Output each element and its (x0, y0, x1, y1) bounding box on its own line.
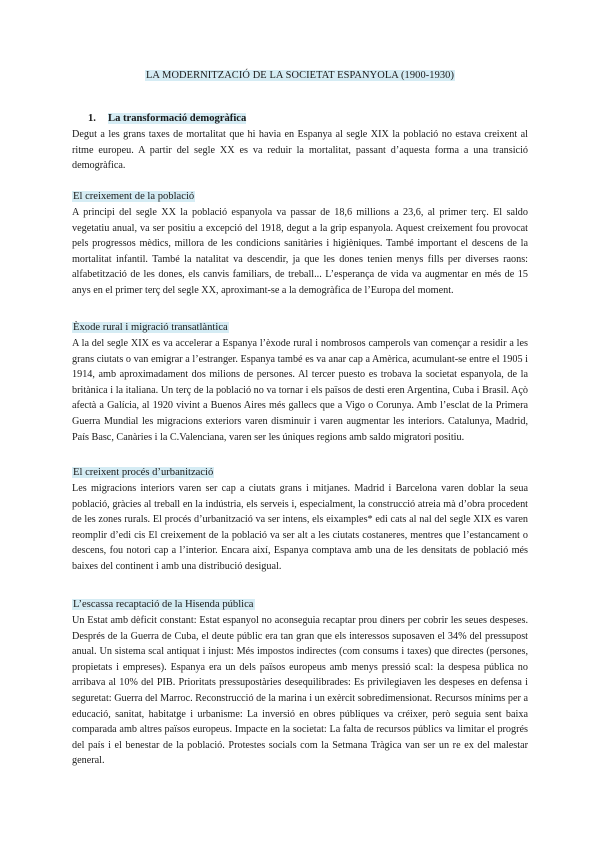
intro-paragraph: Degut a les grans taxes de mortalitat que hi havia en Espanya al segle XIX la població no estava creixent al ritme europeu. A partir del segle XX es va reduir la mortalitat, passant d’aquesta forma a una transició demogràfica. (72, 129, 528, 172)
subsection-heading (72, 190, 528, 204)
subsection-heading-text: El creixent procés d’urbanització (73, 467, 214, 478)
subsection-paragraph: Un Estat amb dèficit constant: Estat espanyol no aconseguia recaptar prou diners per cobrir les seues despeses. Després de la Guerra de Cuba, el deute públic era tan gran que els interessos suposaven el 34% del pressupost anual. Un sistema scal antiquat i injust: Més impostos indirectes (com consums i taxes) que directes (persones, propietats i empreses). Espanya era un dels països europeus amb menys pressió scal: la despesa pública no arribava al 10% del PIB. Prioritats pressupostàries desequilibrades: Es privilegiaven les despeses en defensa i seguretat: Guerra del Marroc. Reconstrucció de la marina i un exèrcit sobredimensionat. Recursos mínims per a educació, sanitat, habitatge i urbanisme: La inversió en obres públiques va créixer, però seguia sent baixa comparada amb altres països europeus. Impacte en la societat: La falta de recursos públics va limitar el progrés del país i el benestar de la població. Protestes socials com la Setmana Tràgica van ser un re ex del malestar general. (72, 615, 528, 767)
document-title (72, 70, 528, 81)
subsection-heading-text: El creixement de la població (73, 191, 195, 202)
subsection-heading (72, 321, 528, 335)
intro-block (72, 127, 528, 174)
subsection-paragraph: A principi del segle XX la població espanyola va passar de 18,6 millions a 23,6, al primer terç. El saldo vegetatiu anual, va ser positiu a excepció del 1918, degut a la grip espanyola. Aquest creixement fou provocat pels progressos mèdics, millora de les condicions sanitàries i higièniques. També important el descens de la mortalitat infantil. També la natalitat va descendir, ja que les dones tenien menys fills per diverses raons: alfabetització de les dones, els canvis familiars, de treball... L’esperança de vida va augmentar en més de 15 anys en el primer terç del segle XX, aproximant-se a la demogràfica de l’Europa del moment. (72, 207, 528, 296)
document-title-text: LA MODERNITZACIÓ DE LA SOCIETAT ESPANYOLA (1900-1930) (145, 70, 455, 81)
subsection-public-finance (72, 598, 528, 769)
section-number: 1. (88, 113, 96, 124)
subsection-rural-exodus (72, 321, 528, 445)
subsection-heading-text: Èxode rural i migració transatlàntica (73, 322, 228, 333)
subsection-heading-text: L’escassa recaptació de la Hisenda pública (73, 599, 254, 610)
subsection-urbanization (72, 466, 528, 575)
section-title: La transformació demogràfica (108, 113, 247, 124)
subsection-heading (72, 466, 528, 480)
subsection-population-growth (72, 190, 528, 299)
subsection-paragraph: A la del segle XIX es va accelerar a Espanya l’èxode rural i nombrosos camperols van començar a residir a les grans ciutats o van emigrar a l’estranger. Espanya també es va anar cap a Amèrica, acumulant-se entre el 1905 i 1914, amb aproximadament dos milions de persones. Al tercer puesto es trobava la societat espanyola, de la britànica i la italiana. Un terç de la població no va tornar i els països de desti eren Argentina, Cuba i Brasil. Açò afectà a Galícia, al 1920 vivint a Buenos Aires més gallecs que a Vigo o Corunya. Amb l’esclat de la Primera Guerra Mundial les migracions exteriors varen disminuir i varen augmentar les interiors. Catalunya, Madrid, País Basc, Canàries i la C.Valenciana, varen ser les úniques regions amb saldo migratori positiu. (72, 338, 528, 443)
subsection-paragraph: Les migracions interiors varen ser cap a ciutats grans i mitjanes. Madrid i Barcelona varen doblar la seua població, gràcies al treball en la indústria, els serveis i, especialment, la construcció atreia mà d’obra procedent de les zones rurals. El procés d’urbanització va ser intens, els eixamples* edi cats al nal del segle XIX es varen reomplir d’edi cis El creixement de la població va ser alt a les ciutats costaneres, mentres que l’estancament o descens, fou notori cap a l’interior. Encara així, Espanya comptava amb una de les densitats de població més baixes del continent i amb una distribució desigual. (72, 483, 528, 572)
subsection-heading (72, 598, 528, 612)
section-heading (88, 113, 246, 124)
